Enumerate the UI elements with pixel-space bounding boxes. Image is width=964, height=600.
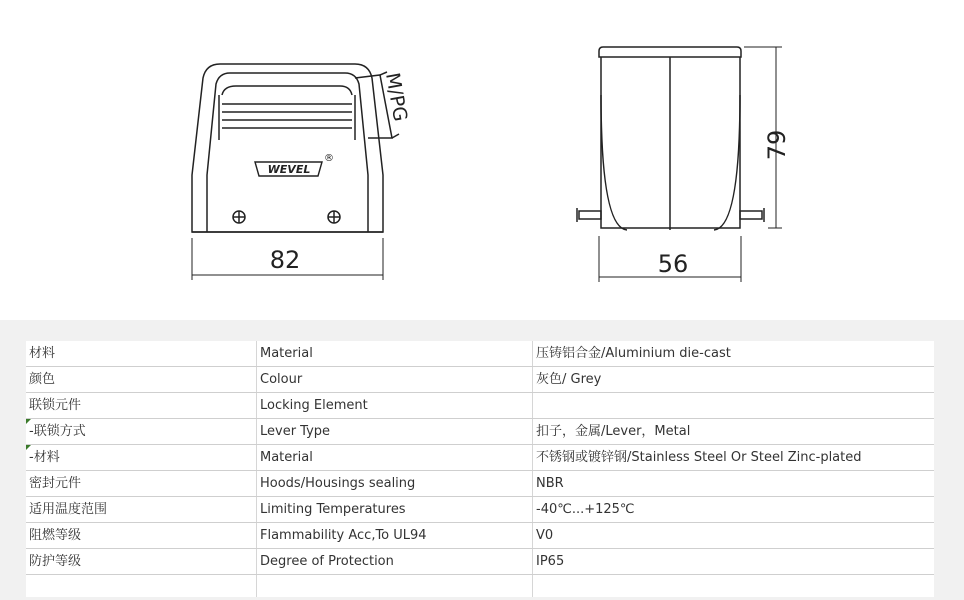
spec-table — [26, 341, 934, 597]
spec-cn-cell: 防护等级 — [26, 549, 257, 575]
spec-en-cell: Material — [257, 341, 533, 367]
spec-en-cell: Locking Element — [257, 393, 533, 419]
spec-cn-cell: 材料 — [26, 341, 257, 367]
spec-row — [26, 393, 934, 419]
spec-table-body — [26, 341, 934, 597]
spec-value-cell — [533, 393, 935, 419]
spec-cn-cell: -联锁方式 — [26, 419, 257, 445]
spec-value-cell: 压铸铝合金/Aluminium die-cast — [533, 341, 935, 367]
cable-entry-label: M/PG — [381, 71, 412, 124]
spec-cn-cell: 阻燃等级 — [26, 523, 257, 549]
side-width-label: 56 — [657, 250, 689, 278]
spec-row — [26, 419, 934, 445]
spec-row — [26, 471, 934, 497]
spec-row — [26, 523, 934, 549]
spec-value-cell: V0 — [533, 523, 935, 549]
spec-en-cell: Material — [257, 445, 533, 471]
spec-en-cell: Lever Type — [257, 419, 533, 445]
spec-row — [26, 367, 934, 393]
spec-empty-cell — [533, 575, 935, 598]
svg-text:WEVEL: WEVEL — [267, 163, 311, 176]
spec-en-cell: Degree of Protection — [257, 549, 533, 575]
spec-row — [26, 549, 934, 575]
spec-en-cell: Flammability Acc,To UL94 — [257, 523, 533, 549]
spec-cn-cell: 适用温度范围 — [26, 497, 257, 523]
svg-text:®: ® — [324, 153, 334, 164]
spec-cn-cell: 联锁元件 — [26, 393, 257, 419]
brand-logo — [255, 153, 334, 176]
spec-empty-cell — [257, 575, 533, 598]
spec-row — [26, 341, 934, 367]
spec-cn-cell: -材料 — [26, 445, 257, 471]
spec-en-cell: Hoods/Housings sealing — [257, 471, 533, 497]
spec-value-cell: 灰色/ Grey — [533, 367, 935, 393]
spec-value-cell: -40℃...+125℃ — [533, 497, 935, 523]
side-view — [577, 47, 764, 230]
spec-section — [0, 320, 964, 600]
spec-value-cell: 不锈钢或镀锌钢/Stainless Steel Or Steel Zinc-plated — [533, 445, 935, 471]
spec-value-cell: 扣子，金属/Lever，Metal — [533, 419, 935, 445]
spec-cn-cell: 密封元件 — [26, 471, 257, 497]
spec-cn-cell: 颜色 — [26, 367, 257, 393]
spec-en-cell: Colour — [257, 367, 533, 393]
spec-en-cell: Limiting Temperatures — [257, 497, 533, 523]
front-view — [192, 64, 399, 232]
spec-value-cell: IP65 — [533, 549, 935, 575]
front-width-label: 82 — [269, 246, 301, 274]
spec-value-cell: NBR — [533, 471, 935, 497]
spec-row — [26, 497, 934, 523]
spec-row-empty — [26, 575, 934, 598]
spec-empty-cell — [26, 575, 257, 598]
height-label: 79 — [763, 129, 791, 161]
spec-row — [26, 445, 934, 471]
